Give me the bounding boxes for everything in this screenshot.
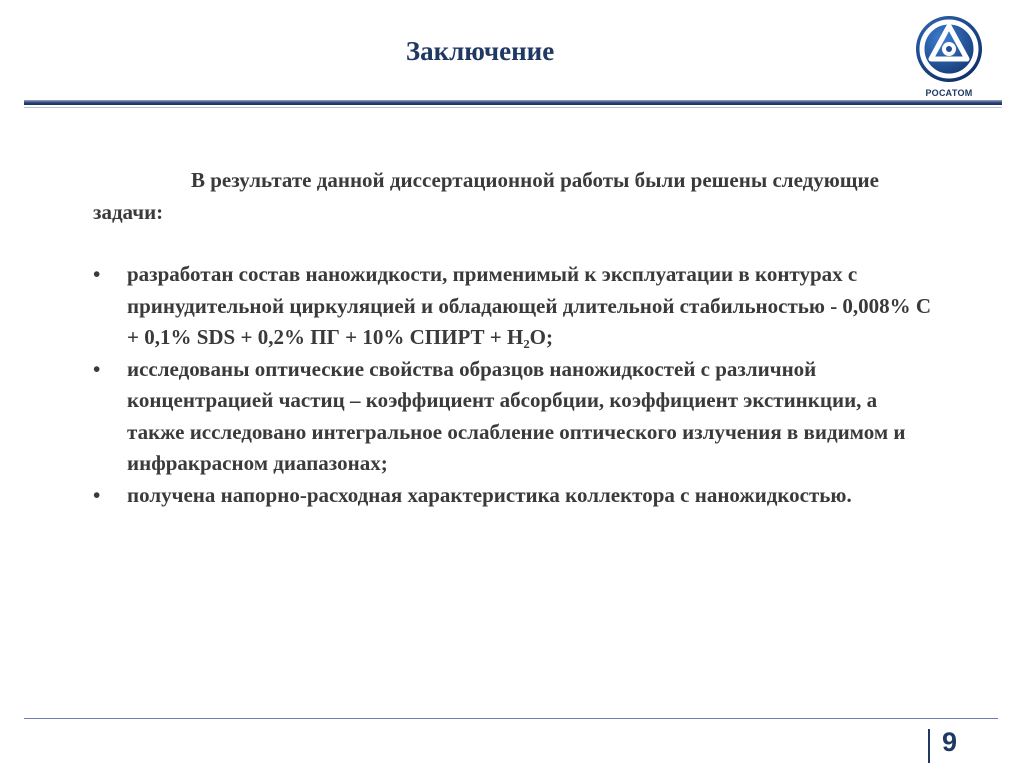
bullet-icon: • <box>93 262 101 286</box>
list-item <box>93 259 933 354</box>
slide-body <box>93 165 933 511</box>
header-divider <box>24 100 1002 105</box>
bullet-icon: • <box>93 482 101 507</box>
task-text: разработан состав наножидкости, применимый к эксплуатации в контурах с принудительной циркуляцией и обладающей длительной стабильностью - 0,008% С + 0,1% SDS + 0,2% ПГ + 10% СПИРТ + H₂O; <box>127 262 932 349</box>
task-text: исследованы оптические свойства образцов наножидкостей с различной концентрацией частиц – коэффициент абсорбции, коэффициент экстинкции, а также исследовано интегральное ослабление оптического излучения в видимом и инфракрасном диапазонах; <box>127 356 906 475</box>
page-number-separator <box>928 729 930 763</box>
bullet-icon: • <box>93 356 101 381</box>
rosatom-logo-icon <box>912 12 986 86</box>
page-number: 9 <box>942 727 958 757</box>
rosatom-logo <box>912 12 986 104</box>
list-item <box>93 354 933 480</box>
task-list <box>93 259 933 511</box>
slide-title: Заключение <box>405 36 555 66</box>
intro-paragraph: В результате данной диссертационной работы были решены следующие задачи: <box>93 168 879 224</box>
logo-caption: РОСАТОМ <box>925 88 973 98</box>
task-text: получена напорно-расходная характеристика коллектора с наножидкостью. <box>127 482 852 507</box>
header-divider-thin <box>24 107 1002 108</box>
list-item <box>93 480 933 512</box>
footer-divider <box>24 718 998 719</box>
